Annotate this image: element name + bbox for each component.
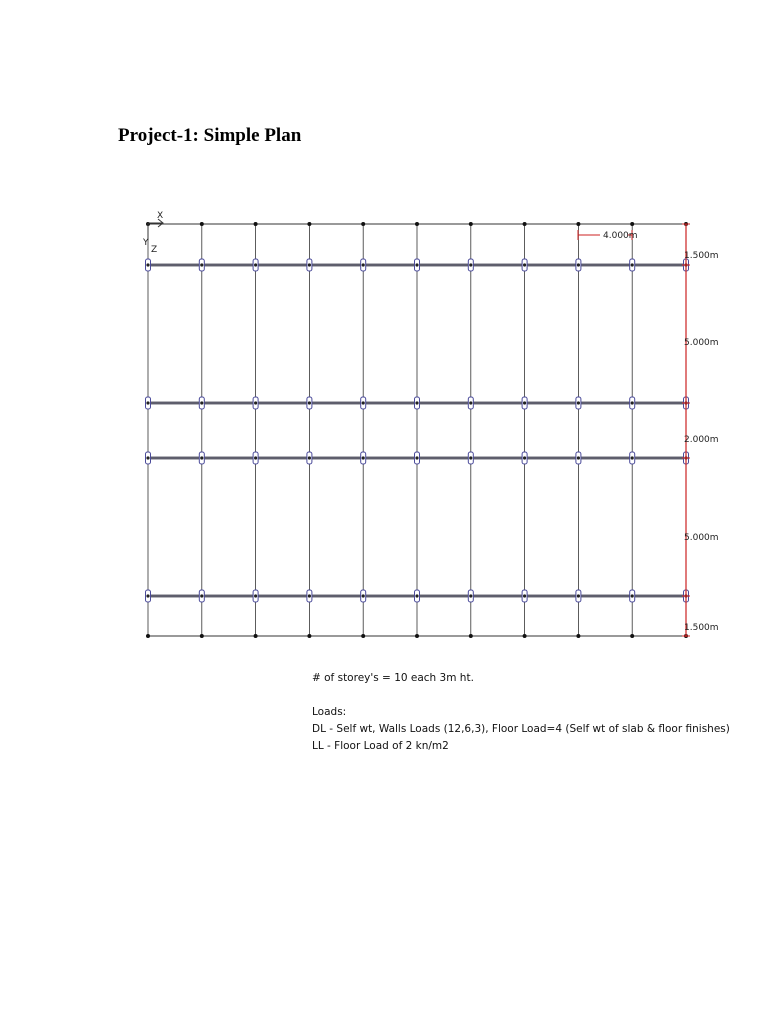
- column-node: [308, 456, 311, 459]
- column-node: [469, 594, 472, 597]
- column-node: [523, 263, 526, 266]
- column-node: [631, 456, 634, 459]
- live-load-note: LL - Floor Load of 2 kn/m2: [312, 740, 449, 752]
- column-node: [200, 594, 203, 597]
- column-node: [362, 456, 365, 459]
- axis-y-label: Y: [143, 238, 149, 248]
- node-dot: [307, 222, 311, 226]
- node-markers: [146, 222, 690, 638]
- node-dot: [630, 222, 634, 226]
- dim-label-2: 5.000m: [684, 338, 719, 348]
- column-node: [146, 401, 149, 404]
- column-node: [577, 263, 580, 266]
- column-node: [577, 456, 580, 459]
- column-node: [254, 456, 257, 459]
- node-dot: [254, 222, 258, 226]
- bay-dimension-label: 4.000m: [603, 231, 638, 241]
- column-node: [415, 594, 418, 597]
- column-node: [308, 594, 311, 597]
- column-node: [631, 263, 634, 266]
- column-node: [469, 263, 472, 266]
- column-node: [146, 456, 149, 459]
- column-node: [415, 401, 418, 404]
- axis-indicator: [142, 211, 163, 255]
- node-dot: [146, 634, 150, 638]
- dim-label-4: 5.000m: [684, 533, 719, 543]
- column-node: [631, 401, 634, 404]
- column-node: [200, 456, 203, 459]
- project-notes: [312, 670, 730, 755]
- node-dot: [576, 634, 580, 638]
- column-node: [362, 401, 365, 404]
- node-dot: [469, 634, 473, 638]
- column-node: [308, 263, 311, 266]
- column-node: [254, 594, 257, 597]
- node-dot: [307, 634, 311, 638]
- node-dot: [200, 634, 204, 638]
- column-node: [469, 456, 472, 459]
- column-node: [308, 401, 311, 404]
- column-node: [254, 401, 257, 404]
- node-dot: [361, 634, 365, 638]
- storeys-note: # of storey's = 10 each 3m ht.: [312, 672, 474, 684]
- vertical-dimension-chain: [684, 224, 719, 637]
- column-node: [362, 263, 365, 266]
- node-dot: [415, 634, 419, 638]
- dead-load-note: DL - Self wt, Walls Loads (12,6,3), Floor Load=4 (Self wt of slab & floor finishes): [312, 723, 730, 735]
- loads-heading: Loads:: [312, 706, 347, 718]
- column-node: [577, 594, 580, 597]
- column-node: [523, 456, 526, 459]
- node-dot: [630, 634, 634, 638]
- dim-label-5: 1.500m: [684, 623, 719, 633]
- column-node: [415, 456, 418, 459]
- bay-dimension: [578, 230, 638, 241]
- page-title: Project-1: Simple Plan: [118, 125, 302, 146]
- column-node: [146, 263, 149, 266]
- node-dot: [523, 222, 527, 226]
- axis-z-label: Z: [151, 245, 158, 255]
- node-dot: [576, 222, 580, 226]
- node-dot: [254, 634, 258, 638]
- dim-label-3: 2.000m: [684, 435, 719, 445]
- column-node: [200, 263, 203, 266]
- column-node: [146, 594, 149, 597]
- dim-label-1: 1.500m: [684, 251, 719, 261]
- column-node: [200, 401, 203, 404]
- column-node: [523, 594, 526, 597]
- node-dot: [415, 222, 419, 226]
- grid-lines: [148, 224, 686, 636]
- column-node: [362, 594, 365, 597]
- column-node: [415, 263, 418, 266]
- node-dot: [361, 222, 365, 226]
- node-dot: [469, 222, 473, 226]
- column-node: [577, 401, 580, 404]
- axis-x-label: X: [157, 211, 164, 221]
- column-node: [631, 594, 634, 597]
- node-dot: [200, 222, 204, 226]
- column-node: [469, 401, 472, 404]
- column-node: [523, 401, 526, 404]
- column-node: [254, 263, 257, 266]
- node-dot: [523, 634, 527, 638]
